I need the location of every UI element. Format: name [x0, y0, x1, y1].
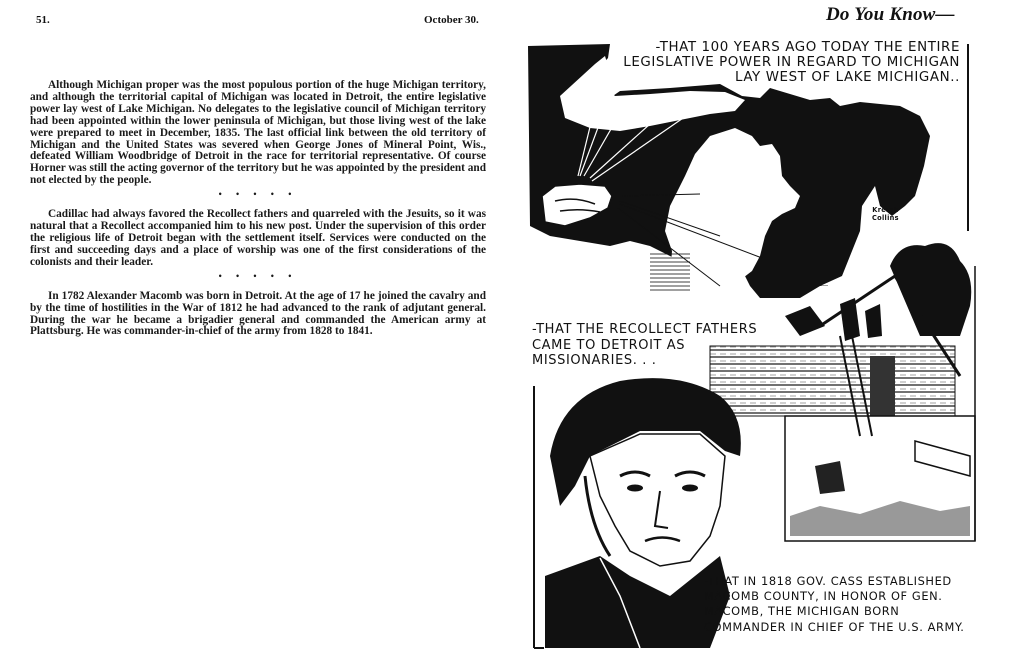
- page-number: 51.: [36, 14, 50, 26]
- log-cabin-panel: [710, 243, 975, 541]
- article-paragraph: Although Michigan proper was the most populous portion of the huge Michigan territory, and although the territorial capital of Michigan was located in Detroit, the entire legislative power lay west of Lake Michigan. No delegates to the legislative council of Michigan territory had been appointed within the lower peninsula of Michigan, but those living west of the lake were prepared to meet in December, 1835. The last official link between the old territory of Michigan and the United States was severed when George Jones of Mineral Point, Wis., defeated William Woodbridge of Detroit in the race for territorial representative. Of course Horner was still the acting governor of the territory but he was appointed by the president and not elected by the people.: [30, 79, 486, 187]
- section-separator: • • • • •: [218, 189, 298, 200]
- caption-recollect-fathers: -THAT THE RECOLLECT FATHERS CAME TO DETROIT AS MISSIONARIES. . .: [532, 322, 758, 368]
- feature-title: Do You Know—: [826, 4, 955, 25]
- article-paragraph: Cadillac had always favored the Recollect fathers and quarreled with the Jesuits, so it was natural that a Recollect accompanied him to his new post. Under the supervision of this order the religious life of Detroit began with the settlement itself. Services were conducted on the first and succeeding days and a place of worship was one of the first considerations of the colonists and their leader.: [30, 208, 486, 268]
- page-date: October 30.: [424, 14, 479, 26]
- coat: [545, 556, 730, 648]
- article-paragraph: In 1782 Alexander Macomb was born in Detroit. At the age of 17 he joined the cavalry and by the time of hostilities in the War of 1812 he had advanced to the rank of adjutant general. During the war he became a brigadier general and commanded the American army at Plattsburg. He was commander-in-chief of the army from 1828 to 1841.: [30, 289, 486, 338]
- caption-macomb-county: -THAT IN 1818 GOV. CASS ESTABLISHED MACOMB COUNTY, IN HONOR OF GEN. MACOMB, THE MICHIGAN BORN COMMANDER IN CHIEF OF THE U.S. ARMY.: [704, 574, 965, 634]
- artist-signature: [872, 206, 899, 222]
- section-separator: • • • • •: [218, 270, 298, 281]
- signature-last-name: Collins: [872, 214, 899, 222]
- signature-first-name: Kreigh: [872, 206, 899, 214]
- face: [590, 434, 725, 566]
- cartoon-illustration: [520, 36, 1010, 661]
- article-column: [30, 80, 486, 338]
- caption-legislative-power: -THAT 100 YEARS AGO TODAY THE ENTIRE LEGISLATIVE POWER IN REGARD TO MICHIGAN LAY WEST OF LAKE MICHIGAN..: [623, 40, 960, 85]
